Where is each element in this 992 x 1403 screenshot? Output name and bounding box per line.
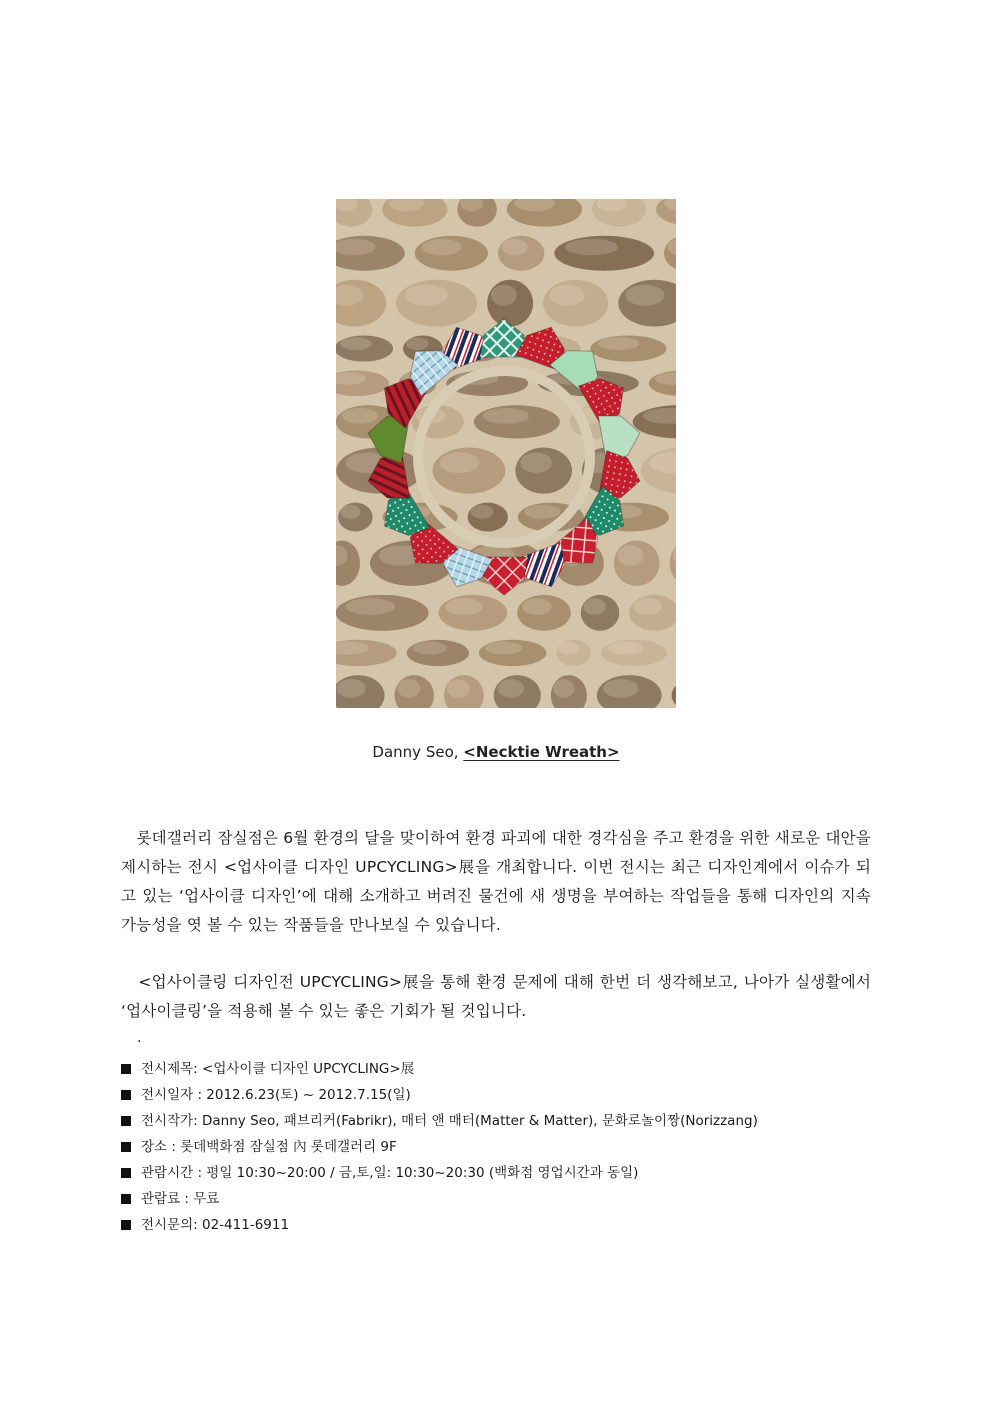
closing-paragraph	[121, 968, 871, 1026]
stone-highlight	[625, 285, 664, 306]
stone-highlight	[559, 642, 579, 655]
detail-text: 관람시간 : 평일 10:30~20:00 / 금,토,일: 10:30~20:30 (백화점 영업시간과 동일)	[141, 1165, 639, 1181]
bullet-square-icon	[121, 1142, 131, 1152]
stone-highlight	[340, 505, 360, 519]
detail-text: 전시제목: <업사이클 디자인 UPCYCLING>展	[141, 1061, 415, 1077]
stone-highlight	[584, 598, 606, 615]
detail-text: 관람료 : 무료	[141, 1191, 220, 1207]
stone-highlight	[342, 408, 378, 424]
caption-author: Danny Seo,	[372, 743, 464, 761]
stone-highlight	[565, 239, 618, 255]
detail-text: 전시문의: 02-411-6911	[141, 1217, 290, 1233]
closing-paragraph-text: <업사이클링 디자인전 UPCYCLING>展을 통해 환경 문제에 대해 한번 더 생각해보고, 나아가 실생활에서 ‘업사이클링’을 적용해 볼 수 있는 좋은 기회가 될 것입니다.	[121, 973, 871, 1020]
intro-paragraph	[121, 824, 871, 940]
detail-title	[121, 1056, 758, 1082]
stone-highlight	[498, 679, 525, 698]
bullet-square-icon	[121, 1116, 131, 1126]
stone-highlight	[422, 239, 462, 255]
bullet-square-icon	[121, 1090, 131, 1100]
stone-highlight	[397, 679, 420, 698]
detail-text: 전시작가: Danny Seo, 패브리커(Fabrikr), 매터 앤 매터(Matter & Matter), 문화로놀이짱(Norizzang)	[141, 1113, 758, 1129]
stone-highlight	[502, 239, 528, 255]
bullet-square-icon	[121, 1168, 131, 1178]
stone-highlight	[336, 679, 365, 698]
stone-highlight	[406, 337, 429, 350]
stone-highlight	[413, 642, 447, 655]
stone-highlight	[445, 598, 482, 615]
detail-artists	[121, 1108, 758, 1134]
bullet-square-icon	[121, 1194, 131, 1204]
stone-highlight	[603, 679, 638, 698]
stone-highlight	[634, 598, 662, 615]
exhibition-details-list	[121, 1056, 758, 1238]
necktie-wreath-photo	[336, 199, 676, 708]
stone-highlight	[345, 598, 395, 615]
detail-contact	[121, 1212, 758, 1238]
detail-dates	[121, 1082, 758, 1108]
stone-highlight	[440, 452, 479, 473]
stone-highlight	[520, 452, 551, 473]
stone-highlight	[553, 679, 574, 698]
stone-highlight	[524, 505, 560, 519]
stone-highlight	[522, 598, 552, 615]
stone-highlight	[549, 285, 585, 306]
bullet-square-icon	[121, 1220, 131, 1230]
figure-caption	[0, 741, 992, 763]
necktie-wreath-image	[336, 199, 676, 708]
stray-dot: .	[137, 1030, 142, 1046]
bullet-square-icon	[121, 1064, 131, 1074]
stone-highlight	[483, 408, 529, 424]
stone-highlight	[447, 679, 470, 698]
detail-fee	[121, 1186, 758, 1212]
detail-hours	[121, 1160, 758, 1186]
detail-text: 전시일자 : 2012.6.23(토) ~ 2012.7.15(일)	[141, 1087, 411, 1103]
detail-venue	[121, 1134, 758, 1160]
stone-highlight	[485, 642, 522, 655]
stone-highlight	[607, 642, 643, 655]
stone-highlight	[491, 285, 517, 306]
detail-text: 장소 : 롯데백화점 잠실점 內 롯데갤러리 9F	[141, 1139, 397, 1155]
stone-highlight	[471, 505, 494, 519]
caption-title-link[interactable]: <Necktie Wreath>	[463, 743, 620, 761]
intro-paragraph-text: 롯데갤러리 잠실점은 6월 환경의 달을 맞이하여 환경 파괴에 대한 경각심을 주고 환경을 위한 새로운 대안을 제시하는 전시 <업사이클 디자인 UPCYCLING>展을 개최합니다. 이번 전시는 최근 디자인계에서 이슈가 되고 있는 ‘업사이클 디자인’에 대해 소개하고 버려진 물건에 새 생명을 부여하는 작업들을 통해 디자인의 지속 가능성을 엿 볼 수 있는 작품들을 만나보실 수 있습니다.	[121, 829, 871, 934]
stone-highlight	[598, 337, 639, 350]
stone-highlight	[340, 337, 372, 350]
stone-highlight	[404, 285, 448, 306]
stone-highlight	[618, 545, 644, 566]
